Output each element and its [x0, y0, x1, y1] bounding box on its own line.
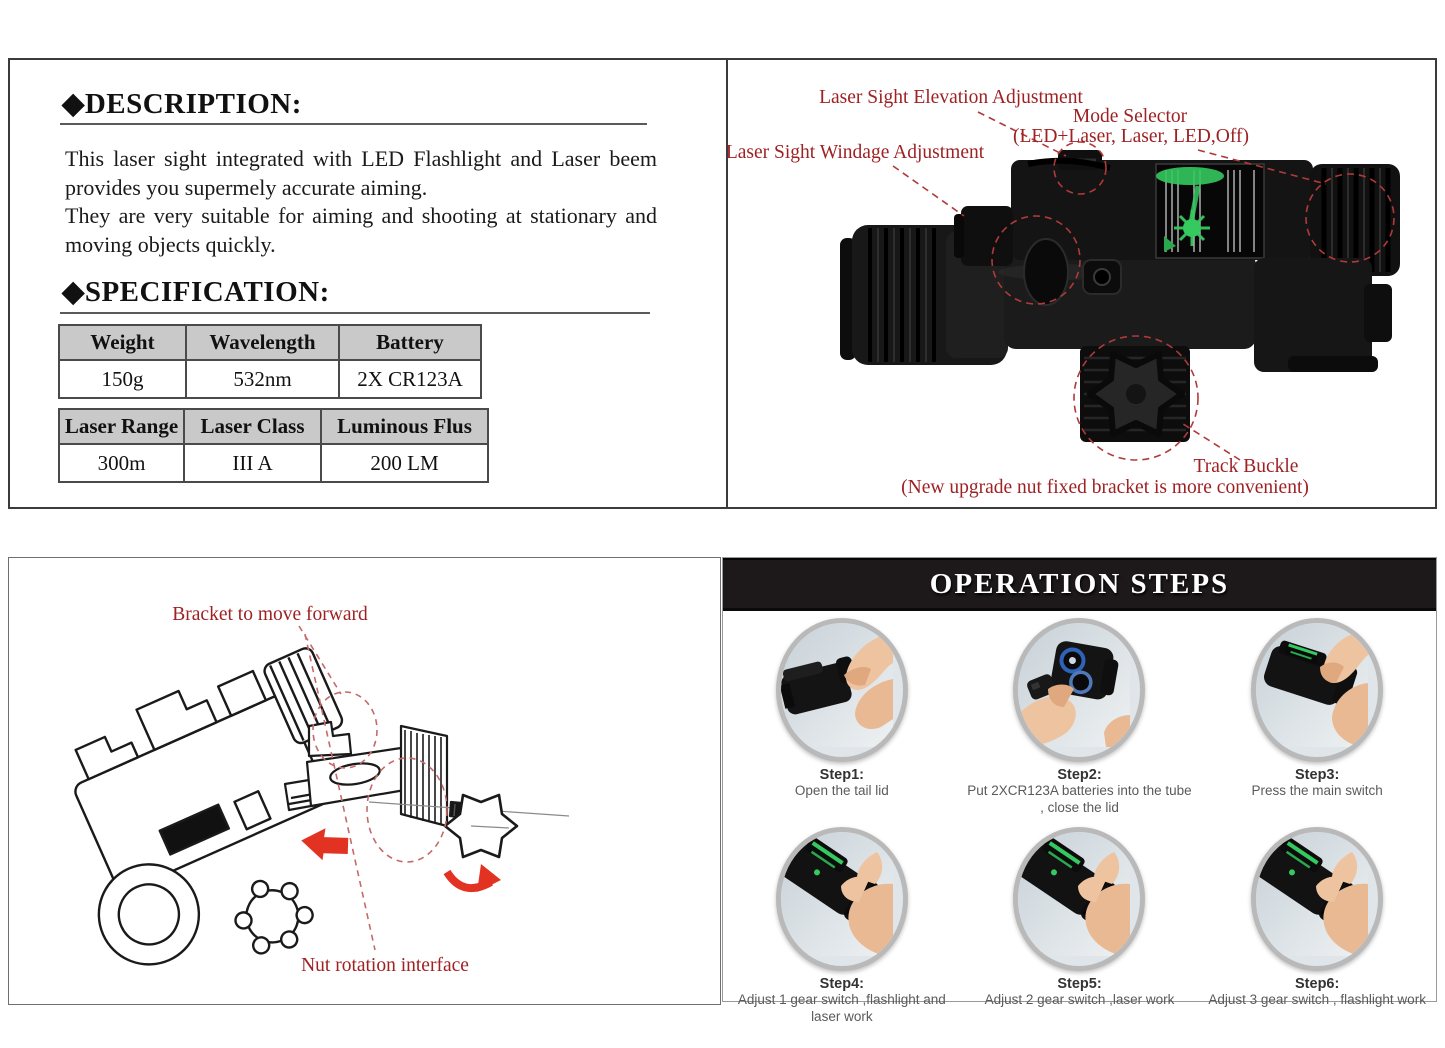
step-photo: [776, 618, 908, 762]
table-header-row: [59, 325, 481, 360]
annotation-track-buckle-note: (New upgrade nut fixed bracket is more convenient): [901, 477, 1309, 498]
annotation-nut-rotation: Nut rotation interface: [301, 955, 469, 976]
step-caption: Adjust 2 gear switch ,laser work: [984, 991, 1175, 1007]
annotation-track-buckle: Track Buckle: [1193, 456, 1299, 477]
heading-rule: [60, 123, 647, 125]
table-header-cell: Weight: [59, 325, 186, 360]
top-panel: [8, 58, 1437, 509]
annotation-mode-selector-options: (LED+Laser, Laser, LED,Off): [1013, 126, 1249, 147]
step-caption: Adjust 1 gear switch ,flashlight and laser work: [737, 991, 946, 1024]
step-title: Step2:: [1057, 767, 1102, 783]
table-data-cell: 200 LM: [321, 444, 488, 482]
table-data-cell: 300m: [59, 444, 184, 482]
description-paragraph: They are very suitable for aiming and shooting at stationary and moving objects quickly.: [65, 203, 657, 257]
step-photo: [1013, 618, 1145, 762]
table-data-cell: 532nm: [186, 360, 339, 398]
operation-steps-title: OPERATION STEPS: [929, 567, 1230, 600]
heading-rule: [60, 312, 650, 314]
annotation-bracket: Bracket to move forward: [172, 604, 368, 625]
description-heading-text: DESCRIPTION:: [84, 88, 302, 120]
annotation-elevation: Laser Sight Elevation Adjustment: [819, 87, 1083, 108]
spec-table-1: [58, 324, 482, 399]
diamond-bullet-icon: ◆: [62, 88, 85, 120]
operation-steps-panel: [722, 557, 1437, 1024]
step-caption: Press the main switch: [1251, 783, 1383, 798]
description-heading: [62, 86, 302, 121]
table-header-cell: Wavelength: [186, 325, 339, 360]
step-card-1: [723, 608, 961, 817]
table-header-cell: Luminous Flus: [321, 409, 488, 444]
step-card-5: [961, 817, 1199, 1026]
step-photo: [1251, 618, 1383, 762]
step-photo: [776, 827, 908, 971]
step-title: Step3:: [1295, 767, 1340, 783]
step-photo: [1013, 827, 1145, 971]
step-caption: Adjust 3 gear switch , flashlight work: [1208, 991, 1426, 1007]
table-header-cell: Battery: [339, 325, 481, 360]
table-value-row: [59, 360, 481, 398]
step-title: Step6:: [1295, 975, 1340, 992]
step-caption: Put 2XCR123A batteries into the tube , close the lid: [967, 783, 1192, 815]
table-data-cell: 2X CR123A: [339, 360, 481, 398]
step-card-2: [961, 608, 1199, 817]
step-photo: [1251, 827, 1383, 971]
table-data-cell: III A: [184, 444, 321, 482]
table-value-row: [59, 444, 488, 482]
annotation-mode-selector: Mode Selector: [1072, 106, 1188, 127]
annotation-windage: Laser Sight Windage Adjustment: [725, 142, 985, 163]
table-header-cell: Laser Range: [59, 409, 184, 444]
specification-heading-text: SPECIFICATION:: [84, 276, 330, 308]
assembly-diagram-panel: [8, 557, 721, 1005]
step-title: Step4:: [819, 975, 864, 992]
operation-steps-banner: [723, 558, 1436, 611]
step-title: Step1:: [819, 767, 864, 783]
step-card-3: [1198, 608, 1436, 817]
steps-grid: [723, 608, 1436, 1024]
description-body: [65, 145, 657, 259]
step-card-6: [1198, 817, 1436, 1026]
specification-heading: [62, 274, 330, 309]
table-header-cell: Laser Class: [184, 409, 321, 444]
description-paragraph: This laser sight integrated with LED Flashlight and Laser beem provides you supermely accurate aiming.: [65, 146, 657, 200]
step-title: Step5:: [1057, 975, 1102, 992]
table-data-cell: 150g: [59, 360, 186, 398]
step-caption: Open the tail lid: [794, 783, 889, 798]
product-photo-section: [725, 60, 1435, 507]
spec-table-2: [58, 408, 489, 483]
diamond-bullet-icon: ◆: [62, 276, 85, 308]
table-header-row: [59, 409, 488, 444]
step-card-4: [723, 817, 961, 1026]
